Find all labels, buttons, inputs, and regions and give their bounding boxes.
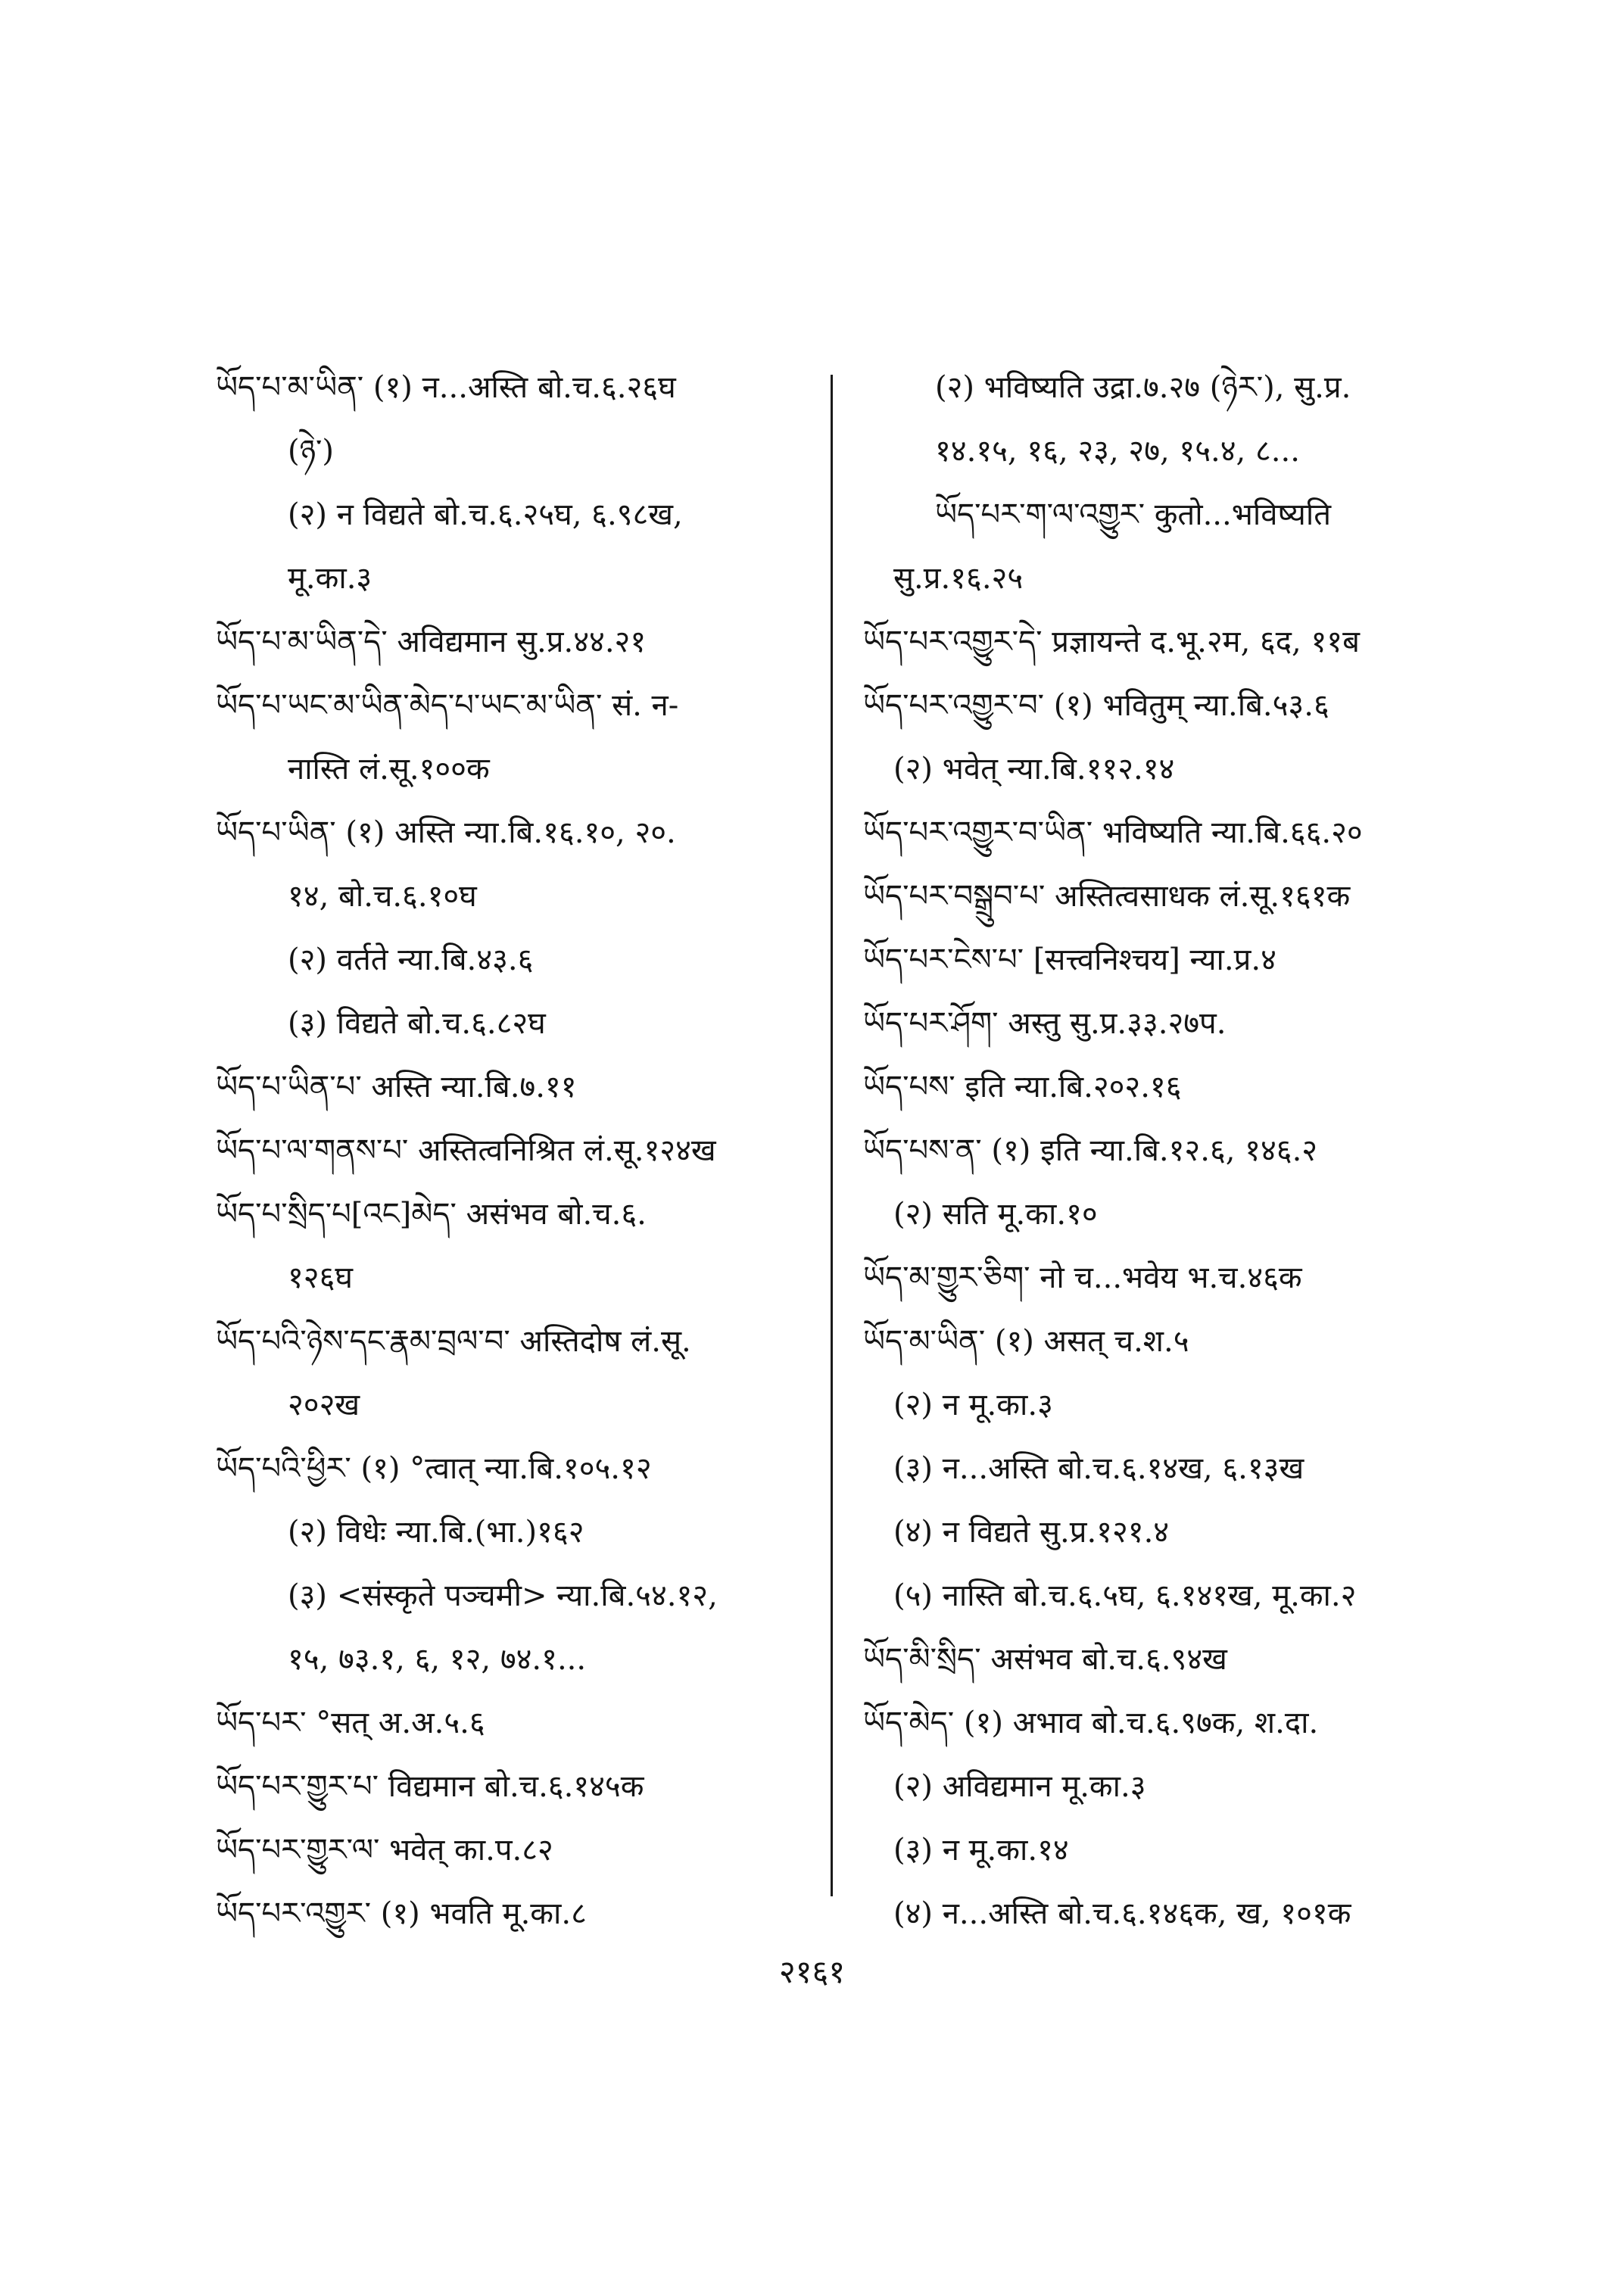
right-column	[863, 356, 1461, 1946]
entry-line: ཡོད་པར་འགྱུར་བ་ (१) भवितुम् न्या.बि.५३.६	[863, 688, 1329, 723]
entry-line: (३) न मू.का.१४	[893, 1833, 1069, 1868]
entry-line: नास्ति लं.सू.१००क	[288, 752, 490, 787]
entry-line: ཡོད་མེད་ (१) अभाव बो.च.६.९७क, श.दा.	[863, 1706, 1319, 1740]
entry-line: (२) विधेः न्या.बि.(भा.)१६२	[288, 1515, 584, 1550]
entry-line: ཡོད་པར་གྱུར་པ་ विद्यमान बो.च.६.१४५क	[216, 1769, 644, 1804]
entry-line: (३) <संस्कृते पञ्चमी> न्या.बि.५४.१२,	[288, 1578, 718, 1613]
entry-line: ཡོད་པར་ག་ལ་འགྱུར་ कुतो...भविष्यति	[935, 497, 1332, 532]
left-column	[216, 356, 814, 1946]
entry-line: (२) भविष्यति उद्रा.७.२७ (ཉེར་), सु.प्र.	[935, 370, 1351, 405]
entry-line: ཡོད་པ་ཡིན་པ་ अस्ति न्या.बि.७.११	[216, 1070, 577, 1104]
entry-line: (३) न...अस्ति बो.च.६.१४ख, ६.१३ख	[893, 1451, 1304, 1486]
page-number: २१६१	[778, 1953, 846, 1990]
entry-line: ཡོད་པར་ངེས་པ་ [सत्त्वनिश्चय] न्या.प्र.४	[863, 942, 1276, 977]
entry-line: (२) सति मू.का.१०	[893, 1197, 1098, 1232]
entry-line: मू.का.३	[288, 561, 372, 596]
entry-line: ཡོད་པར་གྱུར་ལ་ भवेत् का.प.८२	[216, 1833, 553, 1868]
entry-line: (२) भवेत् न्या.बि.११२.१४	[893, 752, 1175, 787]
entry-line: ཡོད་མ་གྱུར་ཅིག་ नो च...भवेय भ.च.४६क	[863, 1260, 1302, 1295]
entry-line: ཡོད་པས་ इति न्या.बि.२०२.१६	[863, 1070, 1182, 1104]
entry-line: १४, बो.च.६.१०घ	[288, 879, 477, 914]
entry-line: (४) न विद्यते सु.प्र.१२१.४	[893, 1515, 1170, 1550]
entry-line: (ཉེ་)	[288, 434, 335, 469]
entry-line: ཡོད་པའི་ཕྱིར་ (१) °त्वात् न्या.बि.१०५.१२	[216, 1451, 652, 1486]
entry-line: सु.प्र.१६.२५	[893, 561, 1024, 596]
entry-line: (३) विद्यते बो.च.६.८२घ	[288, 1006, 546, 1041]
entry-line: ཡོད་པས་ན་ (१) इति न्या.बि.१२.६, १४६.२	[863, 1133, 1318, 1168]
entry-line: ཡོད་པ་སྲིད་པ[འང]མེད་ असंभव बो.च.६.	[216, 1197, 647, 1232]
entry-line: ཡོད་པ་མ་ཡིན་ (१) न...अस्ति बो.च.६.२६घ	[216, 370, 676, 405]
entry-line: ཡོད་པར་འགྱུར་བ་ཡིན་ भविष्यति न्या.बि.६६.२०	[863, 815, 1363, 850]
column-divider	[831, 375, 833, 1896]
entry-line: ཡོད་པ་ལ་གནས་པ་ अस्तित्वनिश्रित लं.सू.१२४ख	[216, 1133, 716, 1168]
entry-line: (२) न विद्यते बो.च.६.२५घ, ६.९८ख,	[288, 497, 683, 532]
entry-line: ཡོད་པར་འགྱུར་དེ་ प्रज्ञायन्ते द.भू.२म, ६द, ११ब	[863, 625, 1360, 659]
entry-line: ཡོད་མ་ཡིན་ (१) असत् च.श.५	[863, 1324, 1189, 1359]
entry-line: ཡོད་པ་ཡིན་ (१) अस्ति न्या.बि.१६.१०, २०.	[216, 815, 676, 850]
entry-line: ཡོད་པར་བསྒྲུབ་པ་ अस्तित्वसाधक लं.सू.१६१क	[863, 879, 1351, 914]
entry-line: ཡོད་པར་ °सत् अ.अ.५.६	[216, 1706, 485, 1740]
entry-line: (५) नास्ति बो.च.६.५घ, ६.१४१ख, मू.का.२	[893, 1578, 1357, 1613]
entry-line: ཡོད་པར་འགྱུར་ (१) भवति मू.का.८	[216, 1896, 587, 1931]
entry-line: (२) अविद्यमान मू.का.३	[893, 1769, 1146, 1804]
entry-line: १४.१५, १६, २३, २७, १५.४, ८...	[935, 434, 1300, 469]
entry-line: ཡོད་མི་སྲིད་ असंभव बो.च.६.९४ख	[863, 1642, 1227, 1677]
entry-line: ཡོད་པར་ཤོག་ अस्तु सु.प्र.३३.२७प.	[863, 1006, 1227, 1041]
entry-line: ཡོད་པ་མ་ཡིན་དེ་ अविद्यमान सु.प्र.४४.२१	[216, 625, 647, 659]
entry-line: (२) न मू.का.३	[893, 1388, 1053, 1422]
entry-line: १५, ७३.१, ६, १२, ७४.१...	[288, 1642, 587, 1677]
entry-line: ཡོད་པའི་ཉེས་དང་རྣམ་བྲལ་བ་ अस्तिदोष लं.सू.	[216, 1324, 691, 1359]
entry-line: ཡོད་པ་ཡང་མ་ཡིན་མེད་པ་ཡང་མ་ཡིན་ सं. न-	[216, 688, 679, 723]
entry-line: २०२ख	[288, 1388, 360, 1422]
entry-line: (४) न...अस्ति बो.च.६.१४६क, ख, १०१क	[893, 1896, 1351, 1931]
entry-line: १२६घ	[288, 1260, 354, 1295]
entry-line: (२) वर्तते न्या.बि.४३.६	[288, 942, 534, 977]
